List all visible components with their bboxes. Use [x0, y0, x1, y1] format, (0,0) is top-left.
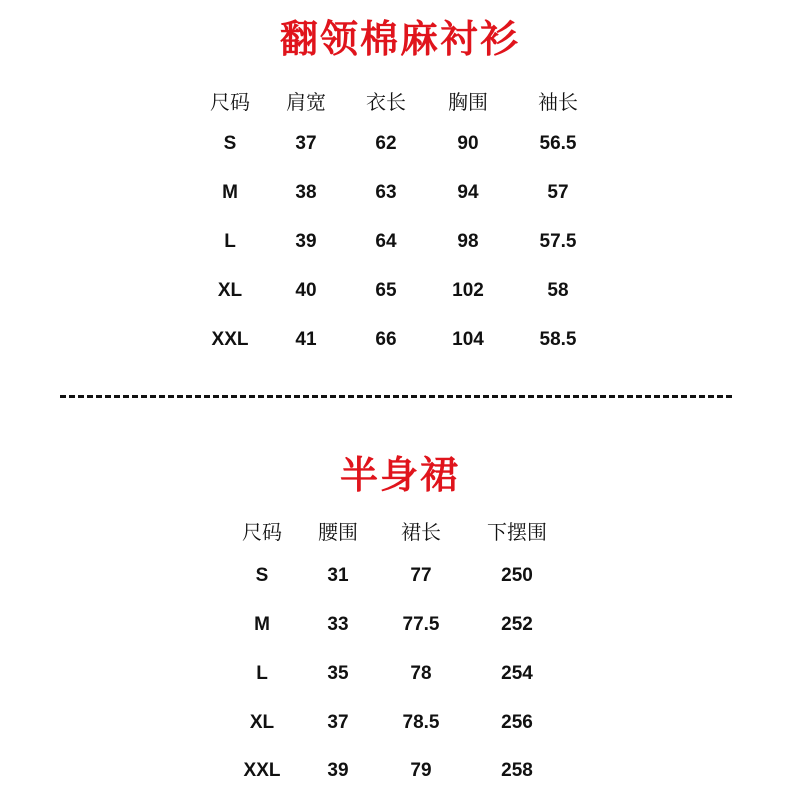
section-divider — [60, 395, 732, 398]
shirt-header-3: 胸围 — [448, 90, 488, 114]
shirt-title: 翻领棉麻衬衫 — [279, 16, 520, 61]
skirt-cell: 37 — [327, 712, 349, 733]
skirt-cell: 77 — [410, 565, 432, 586]
skirt-cell: 77.5 — [402, 614, 440, 635]
shirt-header-1: 肩宽 — [286, 90, 326, 114]
shirt-cell: 104 — [452, 329, 484, 350]
skirt-cell: 258 — [501, 760, 533, 781]
skirt-cell: 33 — [327, 614, 349, 635]
skirt-title: 半身裙 — [339, 452, 460, 497]
shirt-cell: 62 — [375, 133, 397, 154]
skirt-header-3: 下摆围 — [487, 520, 547, 544]
skirt-cell: XXL — [243, 760, 281, 781]
shirt-cell: 39 — [295, 231, 317, 252]
shirt-cell: 56.5 — [539, 133, 577, 154]
shirt-cell: 90 — [457, 133, 479, 154]
shirt-cell: 66 — [375, 329, 397, 350]
skirt-cell: 254 — [501, 663, 533, 684]
skirt-cell: 252 — [501, 614, 533, 635]
shirt-cell: 57.5 — [539, 231, 577, 252]
shirt-cell: 40 — [295, 280, 317, 301]
skirt-cell: 250 — [501, 565, 533, 586]
skirt-cell: S — [255, 565, 269, 586]
shirt-cell: 38 — [295, 182, 317, 203]
shirt-cell: M — [222, 182, 238, 203]
shirt-cell: 58.5 — [539, 329, 577, 350]
shirt-cell: 57 — [547, 182, 569, 203]
shirt-header-4: 袖长 — [538, 90, 578, 114]
shirt-cell: 58 — [547, 280, 569, 301]
skirt-cell: 39 — [327, 760, 349, 781]
shirt-cell: XL — [217, 280, 243, 301]
shirt-cell: 41 — [295, 329, 317, 350]
skirt-header-2: 裙长 — [401, 520, 441, 544]
shirt-cell: 94 — [457, 182, 479, 203]
skirt-cell: 79 — [410, 760, 432, 781]
shirt-header-0: 尺码 — [210, 90, 250, 114]
shirt-cell: 64 — [375, 231, 397, 252]
shirt-cell: 63 — [375, 182, 397, 203]
skirt-cell: 256 — [501, 712, 533, 733]
skirt-cell: XL — [249, 712, 275, 733]
shirt-cell: L — [224, 231, 236, 252]
shirt-cell: 37 — [295, 133, 317, 154]
shirt-cell: 98 — [457, 231, 479, 252]
skirt-cell: 35 — [327, 663, 349, 684]
skirt-cell: 78.5 — [402, 712, 440, 733]
skirt-cell: L — [256, 663, 268, 684]
shirt-cell: XXL — [211, 329, 249, 350]
skirt-cell: M — [254, 614, 270, 635]
skirt-header-0: 尺码 — [242, 520, 282, 544]
shirt-cell: S — [223, 133, 237, 154]
skirt-cell: 78 — [410, 663, 432, 684]
skirt-header-1: 腰围 — [318, 520, 358, 544]
shirt-header-2: 衣长 — [366, 90, 406, 114]
shirt-cell: 102 — [452, 280, 484, 301]
skirt-cell: 31 — [327, 565, 349, 586]
shirt-cell: 65 — [375, 280, 397, 301]
